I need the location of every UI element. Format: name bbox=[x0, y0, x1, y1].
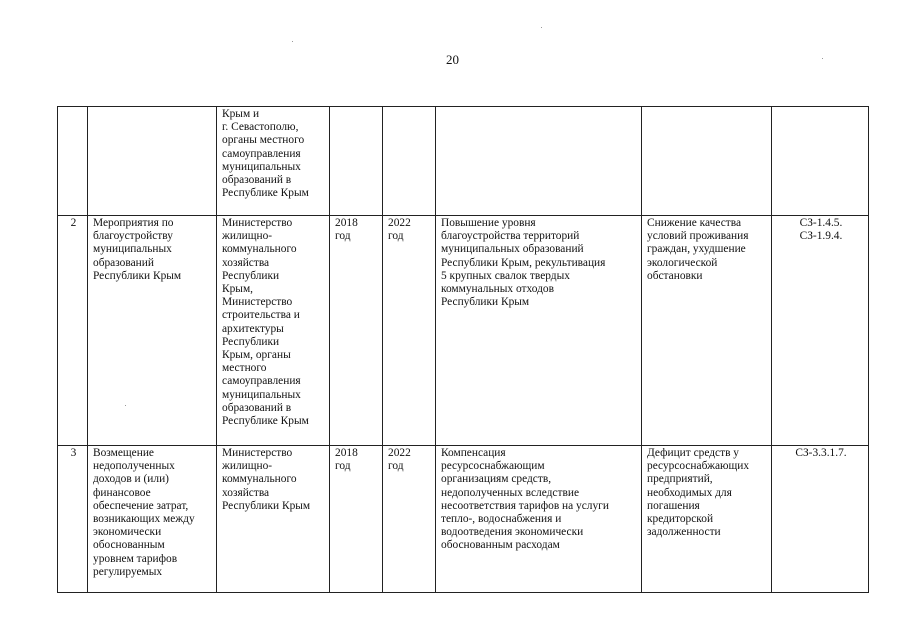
result-cell: Компенсация ресурсоснабжающим организациям средств, недополученных вследствие несоответствия тарифов на услуги тепло-, водоснабжения и водоотведения экономически обоснованным расходам bbox=[436, 446, 642, 593]
start-year-cell: 2018 год bbox=[330, 446, 383, 593]
row-number-cell: 3 bbox=[58, 446, 88, 593]
activity-cell: Мероприятия по благоустройству муниципальных образований Республики Крым bbox=[88, 216, 217, 446]
scan-speck bbox=[822, 58, 823, 59]
end-year-cell bbox=[383, 107, 436, 216]
row-number-cell bbox=[58, 107, 88, 216]
executor-cell: Крым и г. Севастополю, органы местного самоуправления муниципальных образований в Республике Крым bbox=[217, 107, 330, 216]
end-year-cell: 2022 год bbox=[383, 216, 436, 446]
table-row bbox=[58, 446, 869, 593]
page-number: 20 bbox=[446, 52, 459, 67]
measures-table bbox=[57, 106, 869, 593]
table-row bbox=[58, 107, 869, 216]
result-cell: Повышение уровня благоустройства территорий муниципальных образований Республики Крым, рекультивация 5 крупных свалок твердых коммунальных отходов Республики Крым bbox=[436, 216, 642, 446]
start-year-cell: 2018 год bbox=[330, 216, 383, 446]
row-number-cell: 2 bbox=[58, 216, 88, 446]
table-row bbox=[58, 216, 869, 446]
scan-speck bbox=[125, 405, 126, 406]
link-code-cell: СЗ-1.4.5. СЗ-1.9.4. bbox=[772, 216, 869, 446]
link-code-cell bbox=[772, 107, 869, 216]
link-code-cell: СЗ-3.3.1.7. bbox=[772, 446, 869, 593]
executor-cell: Министерство жилищно- коммунального хозяйства Республики Крым bbox=[217, 446, 330, 593]
scan-speck bbox=[292, 41, 293, 42]
consequence-cell: Снижение качества условий проживания граждан, ухудшение экологической обстановки bbox=[642, 216, 772, 446]
scan-speck bbox=[541, 27, 542, 28]
consequence-cell bbox=[642, 107, 772, 216]
executor-cell: Министерство жилищно- коммунального хозяйства Республики Крым, Министерство строительства и архитектуры Республики Крым, органы местного самоуправления муниципальных образований в Республике Крым bbox=[217, 216, 330, 446]
result-cell bbox=[436, 107, 642, 216]
activity-cell bbox=[88, 107, 217, 216]
end-year-cell: 2022 год bbox=[383, 446, 436, 593]
consequence-cell: Дефицит средств у ресурсоснабжающих предприятий, необходимых для погашения кредиторской задолженности bbox=[642, 446, 772, 593]
start-year-cell bbox=[330, 107, 383, 216]
activity-cell: Возмещение недополученных доходов и (или) финансовое обеспечение затрат, возникающих между экономически обоснованным уровнем тарифов регулируемых bbox=[88, 446, 217, 593]
